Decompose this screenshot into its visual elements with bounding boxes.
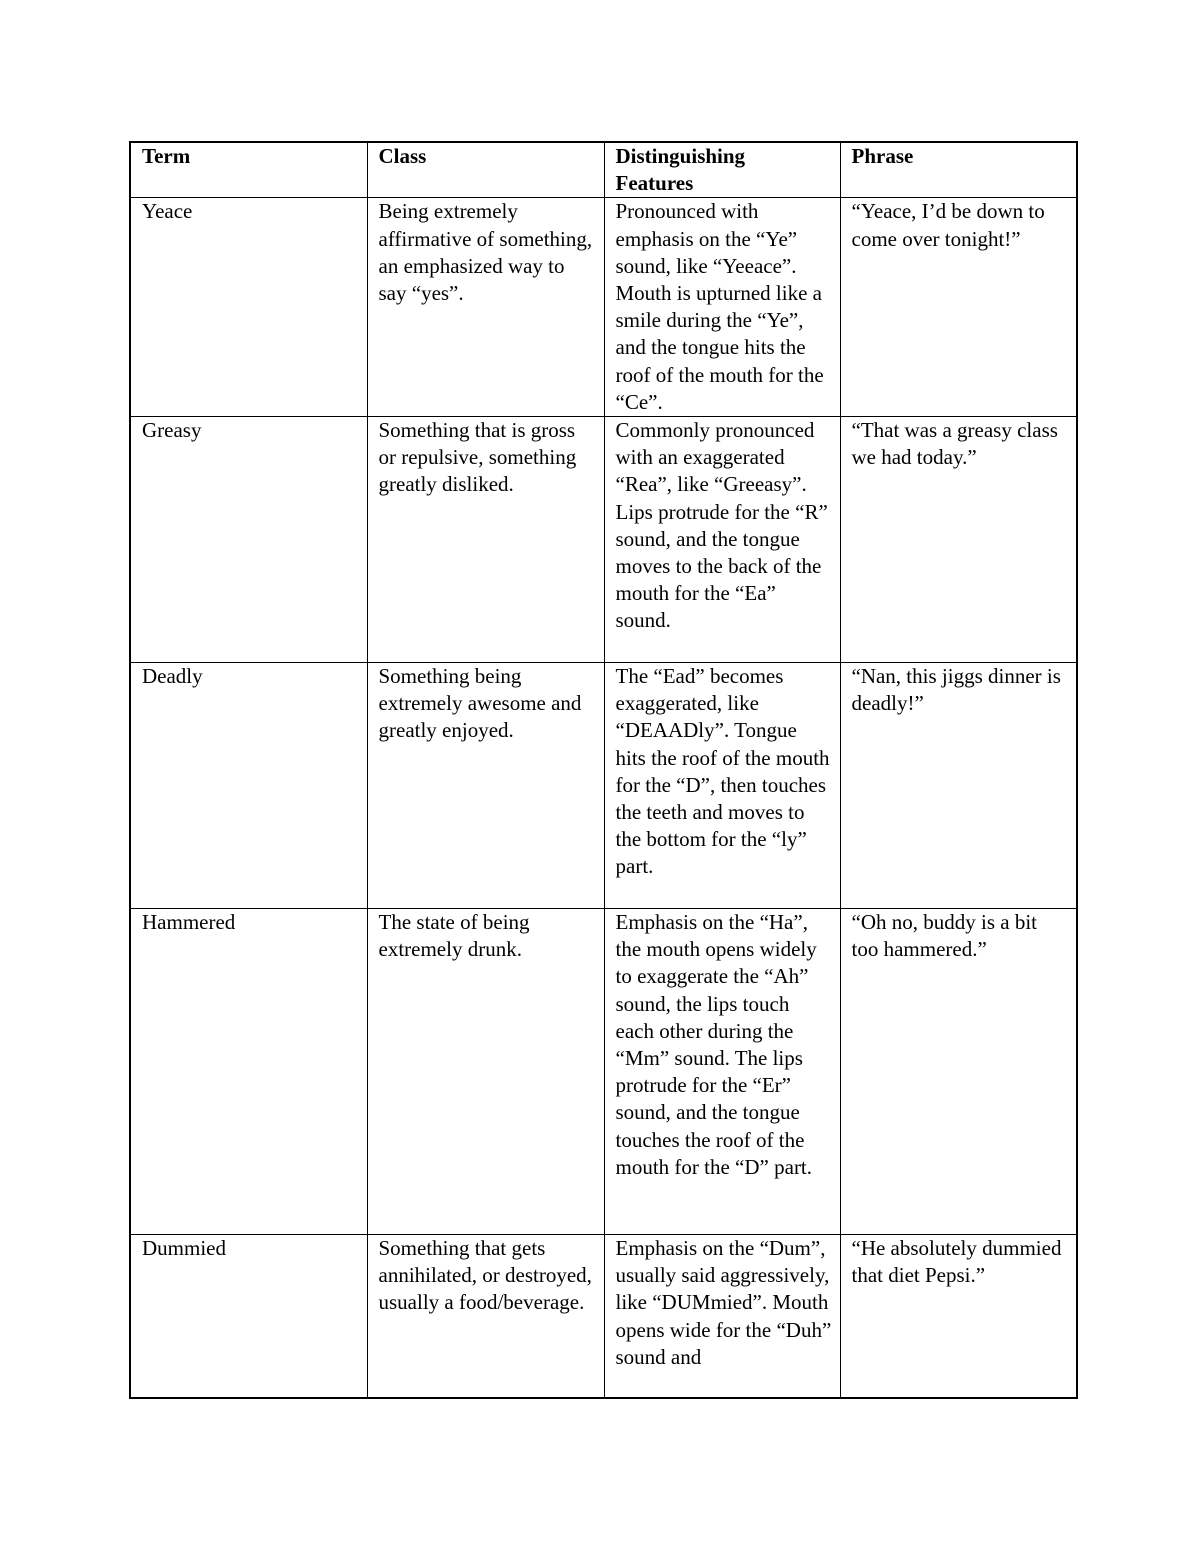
cell-class: Something that gets annihilated, or destroyed, usually a food/beverage. <box>367 1235 604 1399</box>
cell-class: Being extremely affirmative of something, an emphasized way to say “yes”. <box>367 198 604 417</box>
cell-features: Emphasis on the “Dum”, usually said aggressively, like “DUMmied”. Mouth opens wide for the “Duh” sound and <box>604 1235 840 1399</box>
cell-phrase: “He absolutely dummied that diet Pepsi.” <box>840 1235 1077 1399</box>
cell-term: Yeace <box>130 198 367 417</box>
table-row <box>130 663 1077 909</box>
cell-features: Pronounced with emphasis on the “Ye” sound, like “Yeeace”. Mouth is upturned like a smile during the “Ye”, and the tongue hits the roof of the mouth for the “Ce”. <box>604 198 840 417</box>
cell-term: Deadly <box>130 663 367 909</box>
cell-phrase: “That was a greasy class we had today.” <box>840 417 1077 663</box>
table-row <box>130 198 1077 417</box>
cell-class: The state of being extremely drunk. <box>367 909 604 1235</box>
header-distinguishing-features: Distinguishing Features <box>604 142 840 198</box>
header-phrase: Phrase <box>840 142 1077 198</box>
cell-phrase: “Oh no, buddy is a bit too hammered.” <box>840 909 1077 1235</box>
cell-phrase: “Nan, this jiggs dinner is deadly!” <box>840 663 1077 909</box>
table-row <box>130 909 1077 1235</box>
slang-glossary-table <box>129 141 1078 1399</box>
header-class: Class <box>367 142 604 198</box>
table-header-row <box>130 142 1077 198</box>
cell-term: Dummied <box>130 1235 367 1399</box>
header-term: Term <box>130 142 367 198</box>
cell-features: Emphasis on the “Ha”, the mouth opens widely to exaggerate the “Ah” sound, the lips touch each other during the “Mm” sound. The lips protrude for the “Er” sound, and the tongue touches the roof of the mouth for the “D” part. <box>604 909 840 1235</box>
cell-features: The “Ead” becomes exaggerated, like “DEAADly”. Tongue hits the roof of the mouth for the “D”, then touches the teeth and moves to the bottom for the “ly” part. <box>604 663 840 909</box>
cell-class: Something being extremely awesome and greatly enjoyed. <box>367 663 604 909</box>
cell-term: Greasy <box>130 417 367 663</box>
table-row <box>130 1235 1077 1399</box>
cell-features: Commonly pronounced with an exaggerated “Rea”, like “Greeasy”. Lips protrude for the “R” sound, and the tongue moves to the back of the mouth for the “Ea” sound. <box>604 417 840 663</box>
cell-class: Something that is gross or repulsive, something greatly disliked. <box>367 417 604 663</box>
cell-term: Hammered <box>130 909 367 1235</box>
table-row <box>130 417 1077 663</box>
cell-phrase: “Yeace, I’d be down to come over tonight!” <box>840 198 1077 417</box>
